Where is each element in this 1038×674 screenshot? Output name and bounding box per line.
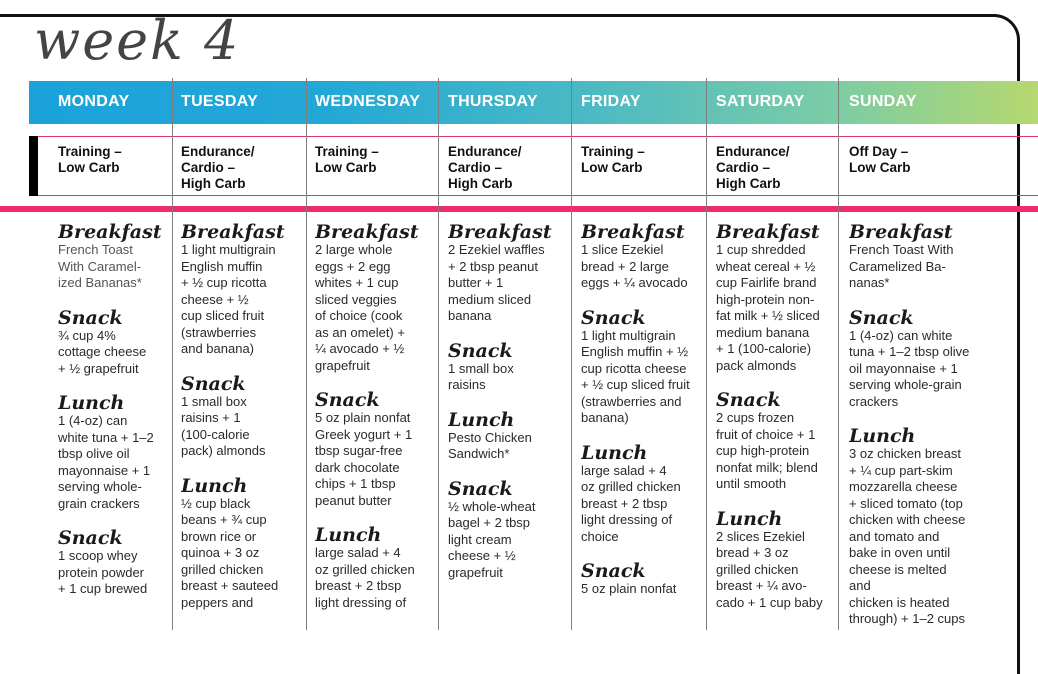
meal-text-line: whites + 1 cup (315, 275, 399, 290)
meal-text-line: breast + ¼ avo- (716, 578, 807, 593)
meal-text-line: cup ricotta cheese (581, 360, 687, 376)
meal-text-line: tuna + 1–2 tbsp olive (849, 344, 970, 359)
column-divider (306, 78, 307, 630)
meal-text-line: crackers (849, 393, 899, 409)
section-divider (0, 206, 1038, 212)
meal-title: Snack (581, 306, 646, 329)
day-type-line: High Carb (448, 176, 513, 191)
meal-block (448, 410, 570, 463)
meal-text-line: French Toast With (849, 242, 954, 257)
meal-text-line: Greek yogurt + 1 (315, 426, 413, 442)
meal-text-line: oz grilled chicken (315, 561, 415, 577)
day-type-friday (581, 144, 645, 176)
week-title: week 4 (34, 9, 241, 72)
meal-text-line: (strawberries and (581, 393, 682, 409)
column-divider (706, 78, 707, 630)
meal-block (58, 528, 180, 598)
meal-text-line: + 2 tbsp peanut (448, 258, 538, 274)
day-type-line: Off Day – (849, 144, 909, 159)
meal-text-line: serving whole-grain (849, 377, 962, 392)
day-type-line: Low Carb (581, 160, 643, 175)
day-type-line: High Carb (181, 176, 246, 191)
meal-text-line: cheese + ½ (448, 548, 516, 563)
meal-block (181, 476, 303, 612)
meal-title: Snack (448, 339, 513, 362)
day-name-friday: FRIDAY (581, 93, 641, 110)
meal-text-line: cheese + ½ (181, 291, 249, 307)
meal-text-line: mozzarella cheese (849, 479, 958, 494)
meal-block (849, 308, 971, 411)
meal-title: Lunch (58, 392, 125, 414)
day-type-line: Endurance/ (716, 144, 790, 159)
meal-title: Breakfast (58, 222, 162, 243)
meal-text-line: sliced veggies (315, 291, 397, 307)
meal-text-line: grapefruit (448, 564, 503, 580)
meal-text-line: fruit of choice + 1 (716, 426, 816, 442)
meal-text-line: 3 oz chicken breast (849, 446, 962, 461)
meal-text-line: bread + 2 large (581, 258, 669, 274)
meal-text-line: chicken with cheese (849, 512, 966, 527)
meal-block (315, 390, 437, 509)
meal-block (849, 222, 971, 292)
meal-title: Breakfast (448, 222, 552, 243)
meal-block (448, 222, 570, 325)
meal-text-line: peppers and (181, 594, 254, 610)
meal-text-line: and tomato and (849, 528, 940, 544)
meal-text-line: protein powder (58, 564, 144, 580)
meal-text-line: + 1 cup brewed (58, 581, 148, 596)
meal-block (581, 443, 703, 546)
meal-block (315, 525, 437, 611)
meal-text-line: + 1 (100-calorie) (716, 341, 812, 356)
day-name-wednesday: WEDNESDAY (315, 93, 421, 110)
meal-text-line: 1 scoop whey (58, 548, 138, 563)
meal-text-line: dark chocolate (315, 459, 400, 475)
meal-text-line: 1 (4-oz) can (58, 413, 128, 428)
meal-text-line: 1 light multigrain (581, 327, 676, 343)
meal-text-line: medium sliced (448, 291, 532, 307)
meal-title: Breakfast (315, 222, 419, 243)
meal-text-line: eggs + ¼ avocado (581, 275, 688, 290)
meal-text-line: Pesto Chicken (448, 429, 532, 445)
meal-text-line: cup high-protein (716, 443, 810, 458)
meal-column-wednesday (315, 222, 437, 630)
meal-text-line: 1 slice Ezekiel (581, 242, 664, 257)
meal-title: Breakfast (181, 222, 285, 243)
meal-block (581, 561, 703, 598)
meal-column-monday (58, 222, 180, 630)
meal-text-line: chips + 1 tbsp (315, 476, 396, 491)
meal-title: Snack (58, 306, 123, 329)
meal-block (448, 341, 570, 394)
meal-text-line: + ½ cup ricotta (181, 275, 267, 290)
meal-text-line: 2 slices Ezekiel (716, 528, 805, 544)
day-type-line: Low Carb (315, 160, 377, 175)
meal-title: Snack (581, 560, 646, 582)
meal-text-line: grilled chicken (716, 561, 799, 577)
meal-block (181, 374, 303, 460)
meal-text-line: light cream (448, 531, 512, 547)
day-type-line: Endurance/ (181, 144, 255, 159)
meal-text-line: 1 (4-oz) can white (849, 327, 953, 343)
meal-text-line: French Toast (58, 242, 133, 257)
meal-block (58, 222, 180, 292)
meal-text-line: raisins (448, 377, 486, 392)
meal-text-line: ½ cup black (181, 495, 251, 511)
day-type-saturday (716, 144, 790, 192)
meal-text-line: light dressing of (581, 512, 673, 527)
meal-column-thursday (448, 222, 570, 630)
meal-text-line: (100-calorie (181, 426, 250, 442)
column-divider (571, 78, 572, 630)
row-marker (29, 136, 38, 196)
meal-title: Lunch (716, 507, 783, 530)
column-divider (838, 78, 839, 630)
meal-text-line: ¼ avocado + ½ (315, 341, 405, 356)
meal-text-line: ized Bananas* (58, 275, 142, 290)
meal-text-line: ¾ cup 4% (58, 327, 116, 343)
meal-text-line: Sandwich* (448, 446, 510, 461)
meal-text-line: medium banana (716, 324, 810, 340)
meal-text-line: and banana) (181, 341, 255, 356)
meal-text-line: as an omelet) + (315, 324, 405, 340)
meal-title: Breakfast (581, 222, 685, 243)
meal-text-line: 2 large whole (315, 242, 393, 257)
meal-text-line: cup Fairlife brand (716, 275, 817, 290)
meal-text-line: cheese is melted and (849, 561, 947, 593)
meal-text-line: oil mayonnaise + 1 (849, 360, 958, 376)
meal-text-line: English muffin (181, 258, 263, 274)
meal-text-line: bread + 3 oz (716, 545, 789, 560)
meal-text-line: of choice (cook (315, 308, 403, 323)
meal-title: Lunch (581, 441, 648, 464)
meal-text-line: through) + 1–2 cups (849, 611, 965, 626)
meal-text-line: + ½ grapefruit (58, 360, 139, 376)
meal-text-line: cup sliced fruit (181, 308, 265, 323)
meal-block (849, 426, 971, 628)
meal-text-line: pack almonds (716, 357, 797, 373)
meal-text-line: grilled chicken (181, 561, 264, 577)
meal-text-line: brown rice or (181, 528, 257, 544)
meal-text-line: 1 cup shredded (716, 242, 806, 257)
meal-block (581, 222, 703, 292)
meal-column-tuesday (181, 222, 303, 630)
day-type-wednesday (315, 144, 379, 176)
meal-block (315, 222, 437, 374)
meal-text-line: nanas* (849, 275, 890, 290)
meal-text-line: white tuna + 1–2 (58, 429, 154, 445)
meal-column-sunday (849, 222, 971, 630)
meal-text-line: large salad + 4 (315, 545, 401, 560)
meal-text-line: ½ whole-wheat (448, 498, 536, 514)
meal-text-line: wheat cereal + ½ (716, 258, 816, 274)
meal-text-line: breast + 2 tbsp (315, 578, 402, 593)
meal-title: Lunch (448, 408, 515, 431)
meal-text-line: quinoa + 3 oz (181, 545, 260, 560)
day-name-monday: MONDAY (58, 93, 130, 110)
meal-title: Breakfast (716, 222, 820, 243)
meal-block (181, 222, 303, 358)
meal-block (716, 509, 838, 612)
meal-title: Breakfast (849, 222, 953, 243)
day-type-line: Low Carb (58, 160, 120, 175)
meal-text-line: eggs + 2 egg (315, 258, 391, 274)
day-type-line: Cardio – (716, 160, 771, 175)
meal-text-line: large salad + 4 (581, 462, 667, 478)
day-type-line: Training – (581, 144, 645, 159)
meal-column-friday (581, 222, 703, 630)
day-type-monday (58, 144, 122, 176)
meal-text-line: 1 small box (181, 393, 247, 409)
meal-text-line: English muffin + ½ (581, 344, 689, 359)
meal-text-line: banana) (581, 410, 629, 425)
meal-text-line: nonfat milk; blend (716, 459, 818, 475)
meal-text-line: fat milk + ½ sliced (716, 308, 820, 323)
day-type-line: High Carb (716, 176, 781, 191)
meal-column-saturday (716, 222, 838, 630)
meal-title: Lunch (315, 524, 382, 546)
day-type-line: Training – (58, 144, 122, 159)
meal-block (716, 222, 838, 374)
meal-text-line: 5 oz plain nonfat (581, 581, 677, 596)
meal-text-line: tbsp olive oil (58, 446, 130, 461)
meal-block (58, 393, 180, 512)
meal-block (716, 390, 838, 493)
meal-block (448, 479, 570, 582)
meal-text-line: cottage cheese (58, 344, 147, 359)
meal-text-line: butter + 1 (448, 275, 504, 290)
day-name-tuesday: TUESDAY (181, 93, 259, 110)
meal-text-line: peanut butter (315, 492, 392, 508)
meal-text-line: serving whole- (58, 479, 142, 494)
meal-title: Snack (448, 477, 513, 500)
meal-text-line: With Caramel- (58, 258, 142, 274)
meal-block (58, 308, 180, 378)
meal-text-line: breast + sauteed (181, 578, 279, 593)
meal-text-line: tbsp sugar-free (315, 443, 403, 458)
meal-text-line: grapefruit (315, 357, 370, 373)
meal-text-line: mayonnaise + 1 (58, 462, 151, 478)
meal-title: Snack (181, 372, 246, 395)
meal-title: Lunch (181, 474, 248, 497)
meal-text-line: + ½ cup sliced fruit (581, 377, 690, 392)
meal-text-line: bagel + 2 tbsp (448, 515, 531, 530)
meal-text-line: cado + 1 cup baby (716, 594, 823, 610)
meal-text-line: + ¼ cup part-skim (849, 462, 953, 478)
meal-title: Snack (58, 527, 123, 549)
meal-text-line: pack) almonds (181, 443, 266, 458)
meal-text-line: breast + 2 tbsp (581, 495, 668, 511)
day-name-saturday: SATURDAY (716, 93, 805, 110)
meal-text-line: light dressing of (315, 594, 407, 610)
day-type-line: Endurance/ (448, 144, 522, 159)
meal-text-line: raisins + 1 (181, 410, 241, 425)
meal-text-line: chicken is heated (849, 594, 950, 610)
meal-text-line: 2 cups frozen (716, 410, 795, 425)
meal-title: Snack (849, 306, 914, 329)
day-type-line: Training – (315, 144, 379, 159)
meal-text-line: banana (448, 308, 492, 323)
meal-text-line: until smooth (716, 476, 787, 491)
meal-text-line: choice (581, 528, 619, 544)
meal-text-line: bake in oven until (849, 545, 951, 560)
meal-text-line: beans + ¾ cup (181, 512, 267, 527)
meal-title: Snack (716, 389, 781, 411)
day-type-line: Low Carb (849, 160, 911, 175)
meal-text-line: (strawberries (181, 324, 257, 340)
meal-text-line: 2 Ezekiel waffles (448, 242, 545, 257)
day-type-tuesday (181, 144, 255, 192)
day-type-thursday (448, 144, 522, 192)
day-name-thursday: THURSDAY (448, 93, 538, 110)
meal-text-line: 5 oz plain nonfat (315, 410, 411, 425)
day-name-sunday: SUNDAY (849, 93, 917, 110)
meal-text-line: 1 light multigrain (181, 242, 276, 257)
meal-text-line: 1 small box (448, 360, 514, 376)
meal-block (581, 308, 703, 427)
day-type-sunday (849, 144, 911, 176)
day-type-line: Cardio – (448, 160, 503, 175)
meal-text-line: + sliced tomato (top (849, 495, 963, 511)
column-divider (438, 78, 439, 630)
meal-title: Snack (315, 389, 380, 411)
day-type-line: Cardio – (181, 160, 236, 175)
meal-text-line: oz grilled chicken (581, 479, 681, 494)
meal-title: Lunch (849, 425, 916, 447)
meal-text-line: Caramelized Ba- (849, 258, 946, 274)
meal-text-line: high-protein non- (716, 291, 815, 307)
meal-text-line: grain crackers (58, 495, 140, 511)
